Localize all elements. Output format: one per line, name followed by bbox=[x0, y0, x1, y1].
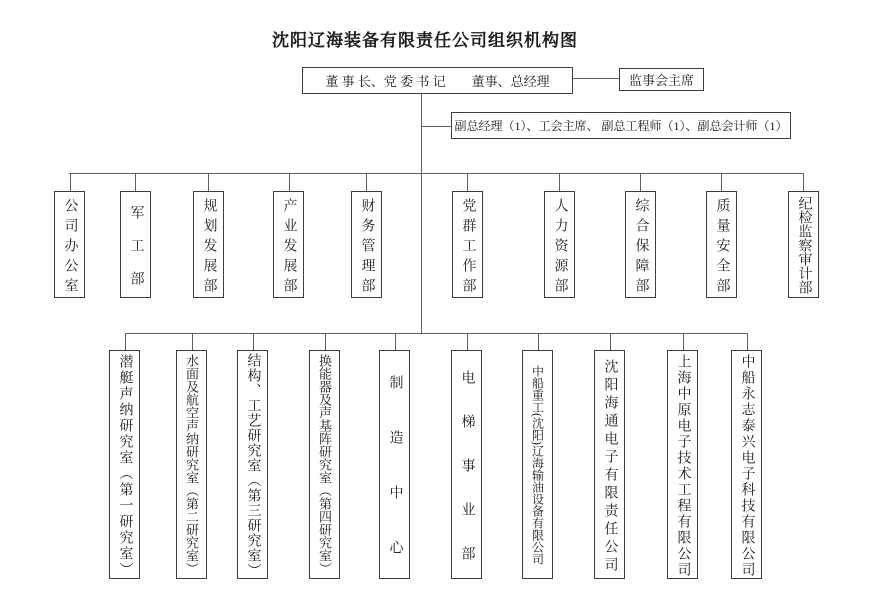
deputy-managers-label: 副总经理（1）、工会主席、 副总工程师（1）、副总会计师（1） bbox=[454, 119, 788, 133]
department-stub bbox=[640, 173, 641, 191]
dept-label: 综合保障部 bbox=[633, 197, 649, 298]
dept-box-party-mass-work bbox=[452, 191, 483, 298]
unit-stub bbox=[325, 333, 326, 350]
unit-label: 中船永志泰兴电子科技有限公司 bbox=[739, 353, 755, 578]
department-stub bbox=[70, 173, 71, 191]
department-stub bbox=[208, 173, 209, 191]
department-stub bbox=[366, 173, 367, 191]
department-stub bbox=[721, 173, 722, 191]
unit-box-research-room-2 bbox=[176, 350, 207, 579]
unit-stub bbox=[747, 333, 748, 350]
unit-box-manufacturing-center bbox=[379, 350, 410, 595]
dept-box-planning-development bbox=[193, 191, 224, 298]
unit-box-research-room-3 bbox=[237, 350, 268, 579]
unit-box-csic-yongzhi-taixing-electronics bbox=[731, 350, 762, 579]
dept-label: 党群工作部 bbox=[460, 197, 476, 298]
unit-stub bbox=[610, 333, 611, 350]
department-stub bbox=[289, 173, 290, 191]
unit-box-elevator-division bbox=[451, 350, 482, 590]
department-stub bbox=[135, 173, 136, 191]
unit-label: 电梯事业部 bbox=[459, 369, 475, 590]
supervisory-board-chair-box bbox=[619, 68, 704, 91]
unit-label: 结构、工艺研究室（第三研究室） bbox=[245, 352, 261, 578]
chairman-box bbox=[302, 67, 573, 94]
dept-label: 公司办公室 bbox=[62, 197, 78, 298]
unit-box-csic-shenyang-liaohai-oil-equipment bbox=[522, 350, 553, 579]
unit-stub bbox=[192, 333, 193, 350]
dept-box-comprehensive-support bbox=[625, 191, 656, 298]
unit-stub bbox=[538, 333, 539, 350]
dept-box-industry-development bbox=[273, 191, 304, 298]
trunk-line bbox=[421, 93, 422, 333]
unit-stub bbox=[467, 333, 468, 350]
connector-chairman-supervisor bbox=[573, 78, 619, 79]
department-stub bbox=[803, 173, 804, 191]
unit-stub bbox=[395, 333, 396, 350]
unit-label: 沈阳海通电子有限责任公司 bbox=[602, 358, 618, 575]
unit-stub bbox=[253, 333, 254, 350]
dept-box-discipline-audit bbox=[788, 191, 819, 298]
unit-box-shenyang-haitong-electronics bbox=[594, 350, 625, 579]
dept-label: 纪检监察审计部 bbox=[796, 195, 812, 294]
dept-label: 质量安全部 bbox=[714, 197, 730, 298]
unit-box-research-room-4 bbox=[309, 350, 340, 579]
dept-box-quality-safety bbox=[706, 191, 737, 298]
department-row-line bbox=[69, 173, 804, 174]
unit-label: 中船重工(沈阳)辽海输油设备有限公司 bbox=[530, 364, 545, 565]
dept-label: 财务管理部 bbox=[359, 197, 375, 298]
dept-label: 人力资源部 bbox=[552, 197, 568, 298]
unit-box-shanghai-zhongyuan-electronics bbox=[667, 350, 698, 579]
chairman-label: 董 事 长、党 委 书 记 董事、总经理 bbox=[325, 74, 550, 89]
dept-box-finance-management bbox=[351, 191, 382, 298]
dept-box-human-resources bbox=[544, 191, 575, 298]
deputy-managers-box bbox=[451, 112, 791, 139]
chart-title: 沈阳辽海装备有限责任公司组织机构图 bbox=[272, 31, 578, 50]
unit-stub bbox=[683, 333, 684, 350]
unit-stub bbox=[125, 333, 126, 350]
dept-label: 军工部 bbox=[128, 204, 144, 304]
unit-label: 换能器及声基阵研究室（第四研究室） bbox=[317, 354, 332, 575]
unit-row-line bbox=[125, 333, 748, 334]
supervisory-board-chair-label: 监事会主席 bbox=[628, 73, 694, 88]
department-stub bbox=[559, 173, 560, 191]
unit-label: 潜艇声纳研究室（第一研究室） bbox=[117, 353, 133, 578]
dept-box-military-industry bbox=[120, 191, 151, 304]
unit-label: 水面及航空声纳研究室（第二研究室） bbox=[184, 354, 199, 575]
department-stub bbox=[467, 173, 468, 191]
unit-label: 上海中原电子技术工程有限公司 bbox=[675, 353, 691, 578]
unit-box-research-room-1 bbox=[109, 350, 140, 579]
dept-box-company-office bbox=[54, 191, 85, 298]
unit-label: 制造中心 bbox=[387, 375, 403, 595]
dept-label: 规划发展部 bbox=[201, 197, 217, 298]
dept-label: 产业发展部 bbox=[281, 197, 297, 298]
connector-trunk-deputies bbox=[421, 126, 451, 127]
